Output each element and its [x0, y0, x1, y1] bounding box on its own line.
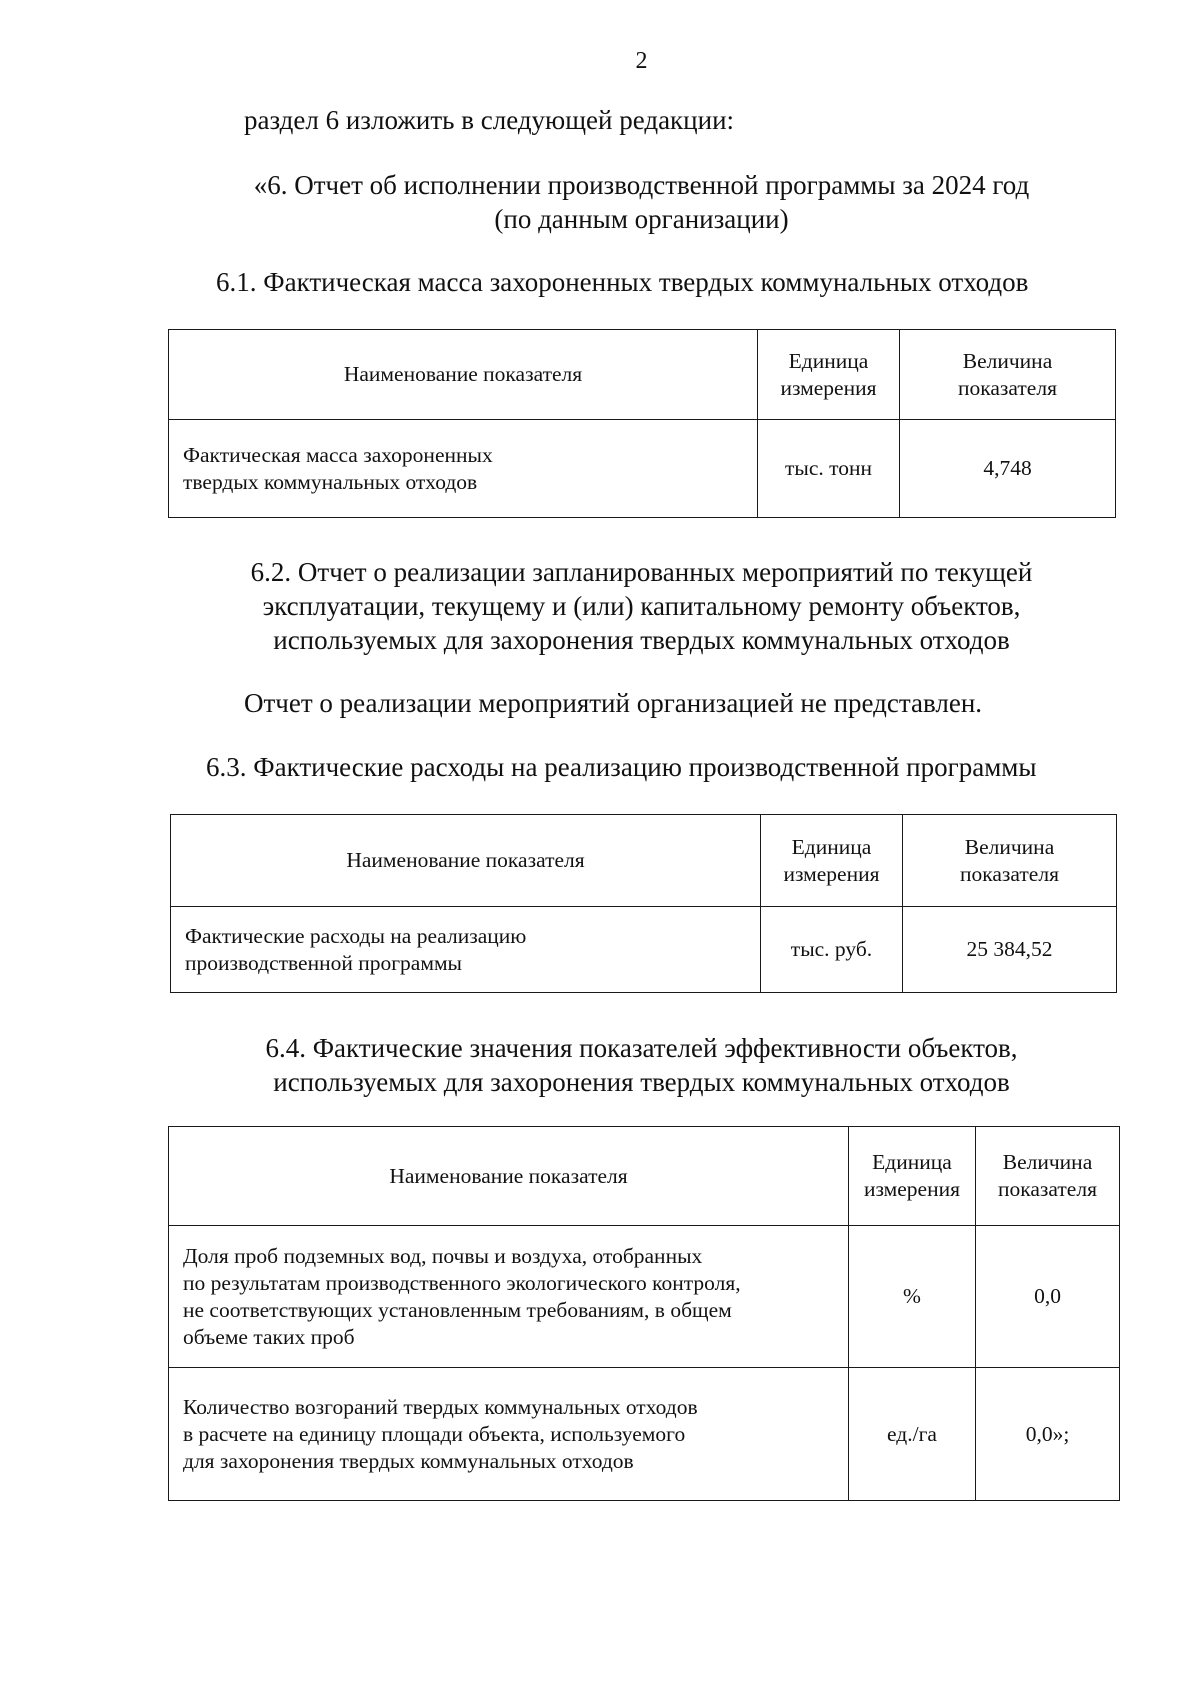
row-name-line3: для захоронения твердых коммунальных отходов: [183, 1448, 634, 1473]
s61-heading: 6.1. Фактическая масса захороненных твердых коммунальных отходов: [216, 267, 1029, 297]
row-unit: тыс. тонн: [758, 420, 900, 518]
s64-table: [168, 1126, 1120, 1501]
row-name-line3: не соответствующих установленным требованиям, в общем: [183, 1297, 732, 1322]
table-header-row: [169, 330, 1116, 420]
row-name-line1: Доля проб подземных вод, почвы и воздуха, отобранных: [183, 1243, 703, 1268]
s64-heading-line2: используемых для захоронения твердых коммунальных отходов: [273, 1067, 1010, 1097]
header-value-line2: показателя: [958, 375, 1057, 400]
section-title-line2: (по данным организации): [494, 204, 789, 234]
row-name-line1: Фактические расходы на реализацию: [185, 923, 527, 948]
header-unit: [758, 330, 900, 420]
header-value: [900, 330, 1116, 420]
intro-text: раздел 6 изложить в следующей редакции:: [244, 105, 735, 135]
row-unit: ед./га: [849, 1368, 976, 1501]
table-header-row: [171, 815, 1117, 907]
header-name: Наименование показателя: [169, 330, 758, 420]
row-name-line2: в расчете на единицу площади объекта, используемого: [183, 1421, 686, 1446]
header-name: Наименование показателя: [169, 1127, 849, 1226]
s64-heading-line1: 6.4. Фактические значения показателей эффективности объектов,: [265, 1033, 1018, 1063]
header-unit-line1: Единица: [872, 1150, 952, 1174]
row-value: 4,748: [900, 420, 1116, 518]
table-row: [169, 420, 1116, 518]
header-value-line1: Величина: [964, 834, 1055, 859]
row-name: [169, 420, 758, 518]
row-name: [169, 1368, 849, 1501]
page-number: 2: [635, 48, 648, 74]
header-unit-line2: измерения: [863, 1177, 961, 1201]
row-name: [169, 1226, 849, 1368]
header-value-line2: показателя: [960, 861, 1059, 886]
table-header-row: [169, 1127, 1120, 1226]
s62-heading-line2: эксплуатации, текущему и (или) капитальному ремонту объектов,: [262, 591, 1021, 621]
row-value: 0,0»;: [976, 1368, 1120, 1501]
section-title-line1: «6. Отчет об исполнении производственной программы за 2024 год: [253, 170, 1030, 200]
table-row: [169, 1368, 1120, 1501]
s62-heading-line3: используемых для захоронения твердых коммунальных отходов: [273, 625, 1010, 655]
table-row: [171, 907, 1117, 993]
header-value: [903, 815, 1117, 907]
row-value: 25 384,52: [903, 907, 1117, 993]
row-name-line1: Фактическая масса захороненных: [183, 442, 493, 467]
s61-table: [168, 329, 1116, 518]
header-unit-line2: измерения: [783, 861, 880, 886]
row-name-line2: производственной программы: [185, 950, 463, 975]
s63-heading: 6.3. Фактические расходы на реализацию производственной программы: [206, 752, 1037, 782]
header-unit: [849, 1127, 976, 1226]
s62-heading-line1: 6.2. Отчет о реализации запланированных мероприятий по текущей: [250, 557, 1033, 587]
header-value-line2: показателя: [998, 1177, 1097, 1201]
header-name: Наименование показателя: [171, 815, 761, 907]
header-unit: [761, 815, 903, 907]
row-name-line2: твердых коммунальных отходов: [183, 469, 478, 494]
header-value-line1: Величина: [1002, 1150, 1093, 1174]
table-row: [169, 1226, 1120, 1368]
s63-table: [170, 814, 1117, 993]
row-name-line4: объеме таких проб: [183, 1324, 355, 1349]
row-unit: %: [849, 1226, 976, 1368]
header-unit-line2: измерения: [780, 375, 877, 400]
row-value: 0,0: [976, 1226, 1120, 1368]
header-unit-line1: Единица: [788, 348, 869, 373]
s62-note: Отчет о реализации мероприятий организацией не представлен.: [244, 688, 983, 718]
row-name-line1: Количество возгораний твердых коммунальных отходов: [183, 1394, 698, 1419]
header-value-line1: Величина: [962, 348, 1053, 373]
row-name-line2: по результатам производственного экологического контроля,: [183, 1270, 741, 1295]
row-name: [171, 907, 761, 993]
header-unit-line1: Единица: [791, 834, 872, 859]
row-unit: тыс. руб.: [761, 907, 903, 993]
header-value: [976, 1127, 1120, 1226]
